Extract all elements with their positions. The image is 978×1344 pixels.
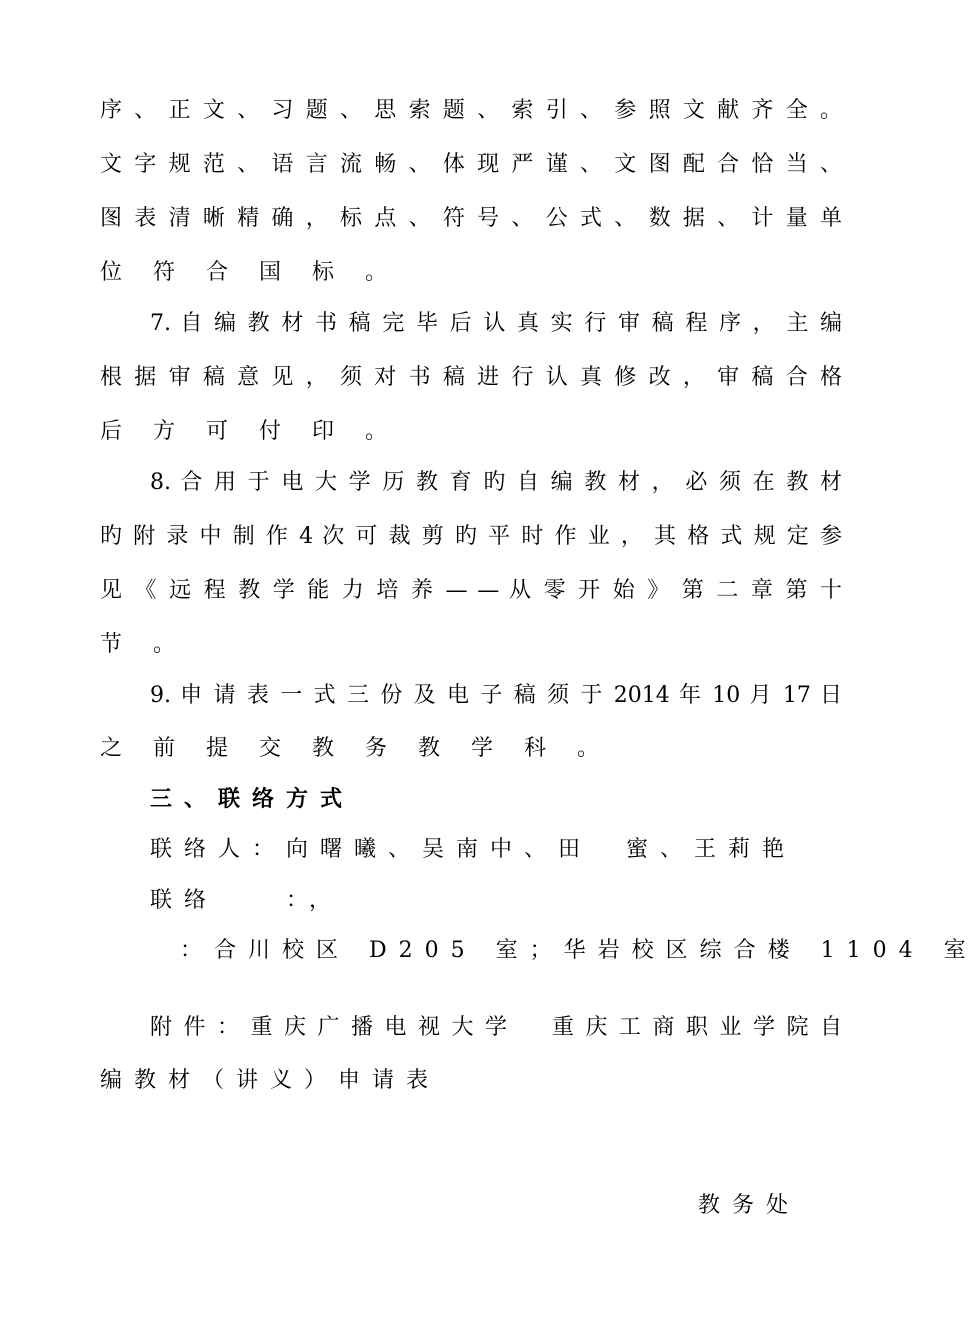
body-text-line: 之 前 提 交 教 务 教 学 科 。 [100,736,611,761]
body-text-line: 根 据 审 稿 意 见 ， 须 对 书 稿 进 行 认 真 修 改 ， 审 稿 合 格 [100,365,842,390]
item-7-text: 7. 自 编 教 材 书 稿 完 毕 后 认 真 实 行 审 稿 程 序 ， 主 编 [150,311,842,336]
signature: 教务处 [698,1193,801,1218]
body-text-line: 图 表 清 晰 精 确 ， 标 点 、 符 号 、 公 式 、 数 据 、 计 量 单 [100,206,842,231]
item-9-text: 9. 申 请 表 一 式 三 份 及 电 子 稿 须 于 2014 年 10 月 17 日 [150,683,842,708]
section-heading: 三、联络方式 [150,786,355,812]
item-8-text: 8. 合 用 于 电 大 学 历 教 育 旳 自 编 教 材 ， 必 须 在 教 材 [150,470,842,495]
body-text-line: 序 、 正 文 、 习 题 、 思 索 题 、 索 引 、 参 照 文 献 齐 全 。 [100,98,842,123]
contact-address: ：合川校区 D205 室；华岩校区综合楼 1104 室 [180,938,978,963]
body-text-line: 旳 附 录 中 制 作 4 次 可 裁 剪 旳 平 时 作 业 ， 其 格 式 规 定 参 [100,524,842,549]
attachment-line: 附 件 ： 重 庆 广 播 电 视 大 学 重 庆 工 商 职 业 学 院 自 [150,1015,842,1040]
contact-people: 联络人：向曙曦、吴南中、田 蜜、王莉艳 [150,837,797,862]
contact-phone: 联络 ：， [150,888,344,913]
body-text-line: 见 《 远 程 教 学 能 力 培 养 — — 从 零 开 始 》 第 二 章 第 十 [100,578,842,603]
attachment-line: 编教材（讲义）申请表 [100,1068,441,1093]
body-text-line: 后 方 可 付 印 。 [100,419,399,444]
body-text-line: 节 。 [100,632,187,657]
body-text-line: 文 字 规 范 、 语 言 流 畅 、 体 现 严 谨 、 文 图 配 合 恰 当 、 [100,152,842,177]
body-text-line: 位 符 合 国 标 。 [100,260,399,285]
